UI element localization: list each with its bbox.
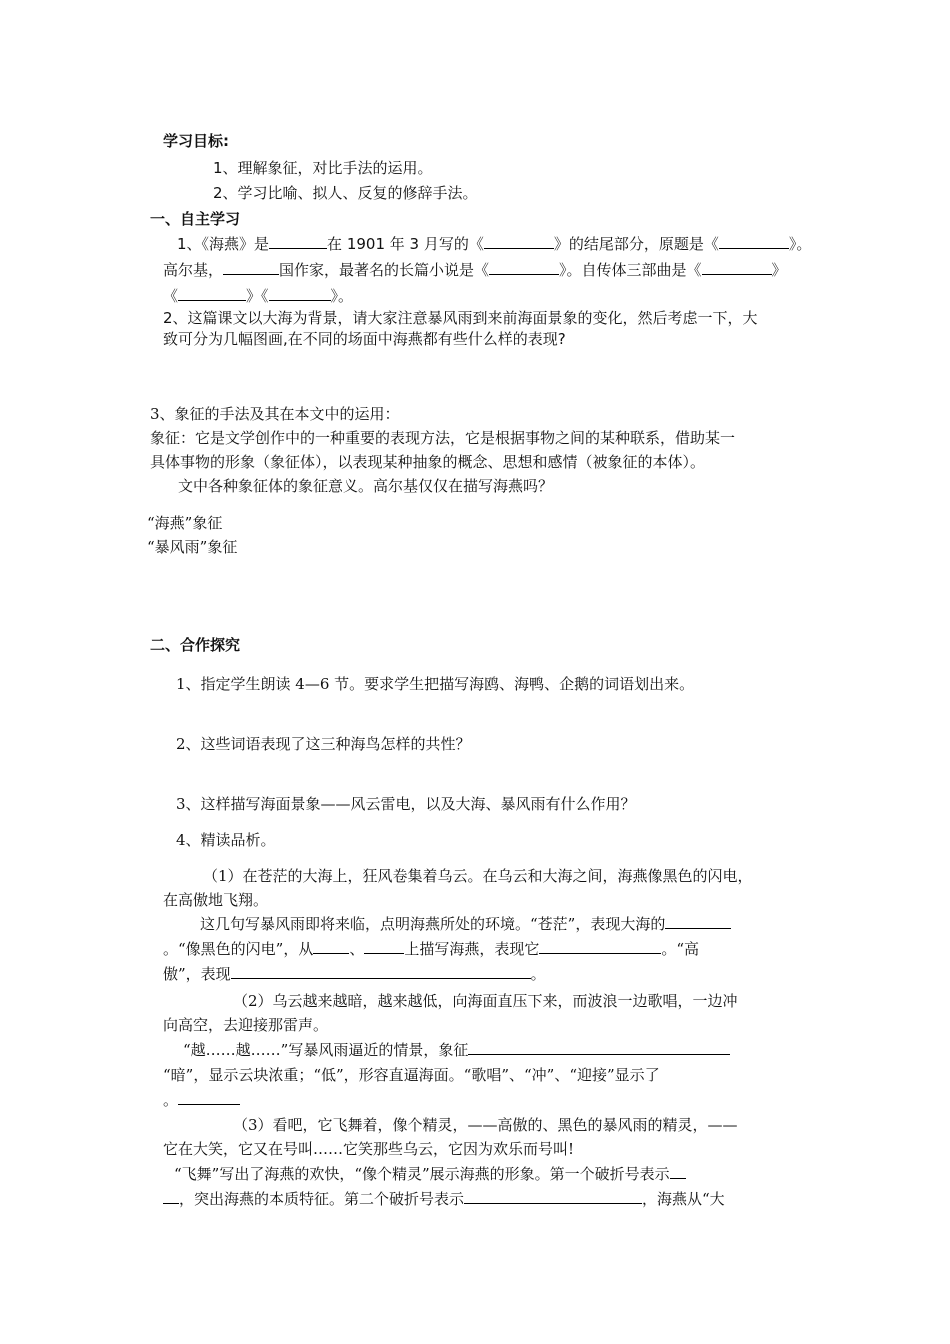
p3-answer-line2 [163, 1188, 725, 1210]
q1-line2 [163, 259, 787, 281]
q1-text: 1、《海燕》是 [177, 235, 270, 253]
p2-answer-line1 [183, 1039, 730, 1061]
answer-blank[interactable] [269, 285, 331, 301]
q3-title: 3、象征的手法及其在本文中的运用： [150, 405, 400, 423]
p2-text: “越……越……”写暴风雨逼近的情景，象征 [183, 1041, 469, 1059]
p1-line2: 在高傲地飞翔。 [163, 891, 269, 909]
goals-heading: 学习目标: [163, 132, 229, 150]
p3-line2: 它在大笑，它又在号叫……它笑那些乌云，它因为欢乐而号叫! [163, 1140, 575, 1158]
q1-text: 》。 [330, 287, 354, 305]
answer-blank[interactable] [269, 233, 327, 249]
q1-text: 》。自传体三部曲是《 [559, 261, 702, 279]
answer-blank[interactable] [364, 938, 404, 954]
q2-line1: 2、这篇课文以大海为背景，请大家注意暴风雨到来前海面景象的变化，然后考虑一下，大 [163, 309, 758, 327]
p3-text: ，海燕从“大 [642, 1190, 725, 1208]
answer-blank[interactable] [539, 938, 661, 954]
p1-text: 傲”，表现 [163, 965, 231, 983]
s2-q2: 2、这些词语表现了这三种海鸟怎样的共性？ [176, 735, 471, 753]
answer-blank[interactable] [670, 1163, 686, 1179]
p1-text: 。“像黑色的闪电”，从 [163, 940, 314, 958]
answer-blank[interactable] [468, 1039, 730, 1055]
p1-answer-line2 [163, 938, 699, 960]
p3-answer-line1 [174, 1163, 686, 1185]
answer-blank[interactable] [313, 938, 349, 954]
q1-text: 》 [771, 261, 787, 279]
section1-heading: 一、自主学习 [150, 210, 241, 228]
s2-q1: 1、指定学生朗读 4—6 节。要求学生把描写海鸥、海鸭、企鹅的词语划出来。 [176, 675, 695, 693]
symbol-storm: “暴风雨”象征 [147, 538, 238, 556]
p3-line1: （3）看吧，它飞舞着，像个精灵，——高傲的、黑色的暴风雨的精灵，—— [233, 1116, 738, 1134]
p1-text: 。“高 [661, 940, 700, 958]
p1-text: 这几句写暴风雨即将来临，点明海燕所处的环境。“苍茫”，表现大海的 [200, 915, 666, 933]
p1-answer-line1 [200, 913, 731, 935]
goal-item-1: 1、理解象征，对比手法的运用。 [213, 159, 433, 177]
q1-text: 高尔基， [163, 261, 224, 279]
q1-text: 国作家，最著名的长篇小说是《 [279, 261, 490, 279]
answer-blank[interactable] [484, 233, 554, 249]
q3-line1: 象征：它是文学创作中的一种重要的表现方法，它是根据事物之间的某种联系，借助某一 [150, 429, 736, 447]
section2-heading: 二、合作探究 [150, 636, 241, 654]
q1-text: 在 1901 年 3 月写的《 [327, 235, 484, 253]
p2-line1: （2）乌云越来越暗，越来越低，向海面直压下来，而波浪一边歌唱，一边冲 [233, 992, 738, 1010]
answer-blank[interactable] [163, 1188, 179, 1204]
p2-line2: 向高空，去迎接那雷声。 [163, 1016, 329, 1034]
p1-answer-line3 [163, 963, 546, 985]
answer-blank[interactable] [178, 285, 246, 301]
q2-line2: 致可分为几幅图画,在不同的场面中海燕都有些什么样的表现? [163, 330, 566, 348]
symbol-petrel: “海燕”象征 [147, 514, 223, 532]
p3-text: “飞舞”写出了海燕的欢快，“像个精灵”展示海燕的形象。第一个破折号表示 [174, 1165, 670, 1183]
s2-q3: 3、这样描写海面景象——风云雷电，以及大海、暴风雨有什么作用？ [176, 795, 636, 813]
answer-blank[interactable] [719, 233, 789, 249]
answer-blank[interactable] [223, 259, 279, 275]
q1-text: 《 [163, 287, 179, 305]
goal-item-2: 2、学习比喻、拟人、反复的修辞手法。 [213, 184, 478, 202]
answer-blank[interactable] [665, 913, 731, 929]
p1-text: 、 [349, 940, 365, 958]
p2-answer-line2: “暗”，显示云块浓重；“低”，形容直逼海面。“歌唱”、“冲”、“迎接”显示了 [163, 1066, 660, 1084]
s2-q4: 4、精读品析。 [176, 831, 276, 849]
p1-text: 。 [530, 965, 546, 983]
answer-blank[interactable] [489, 259, 559, 275]
p2-text: 。 [163, 1091, 179, 1109]
answer-blank[interactable] [231, 963, 531, 979]
p1-line1: （1）在苍茫的大海上，狂风卷集着乌云。在乌云和大海之间，海燕像黑色的闪电， [203, 867, 753, 885]
answer-blank[interactable] [178, 1089, 240, 1105]
q1-text: 》。 [788, 235, 812, 253]
q3-line2: 具体事物的形象（象征体），以表现某种抽象的概念、思想和感情（被象征的本体）。 [150, 453, 706, 471]
p2-answer-line3 [163, 1089, 240, 1111]
q3-line3: 文中各种象征体的象征意义。高尔基仅仅在描写海燕吗？ [178, 477, 554, 495]
answer-blank[interactable] [702, 259, 772, 275]
q1-text: 》《 [246, 287, 269, 305]
q1-line1 [177, 233, 811, 255]
p1-text: 上描写海燕，表现它 [404, 940, 540, 958]
answer-blank[interactable] [464, 1188, 642, 1204]
p3-text: ，突出海燕的本质特征。第二个破折号表示 [179, 1190, 465, 1208]
q1-text: 》的结尾部分，原题是《 [553, 235, 719, 253]
q1-line3 [163, 285, 353, 307]
